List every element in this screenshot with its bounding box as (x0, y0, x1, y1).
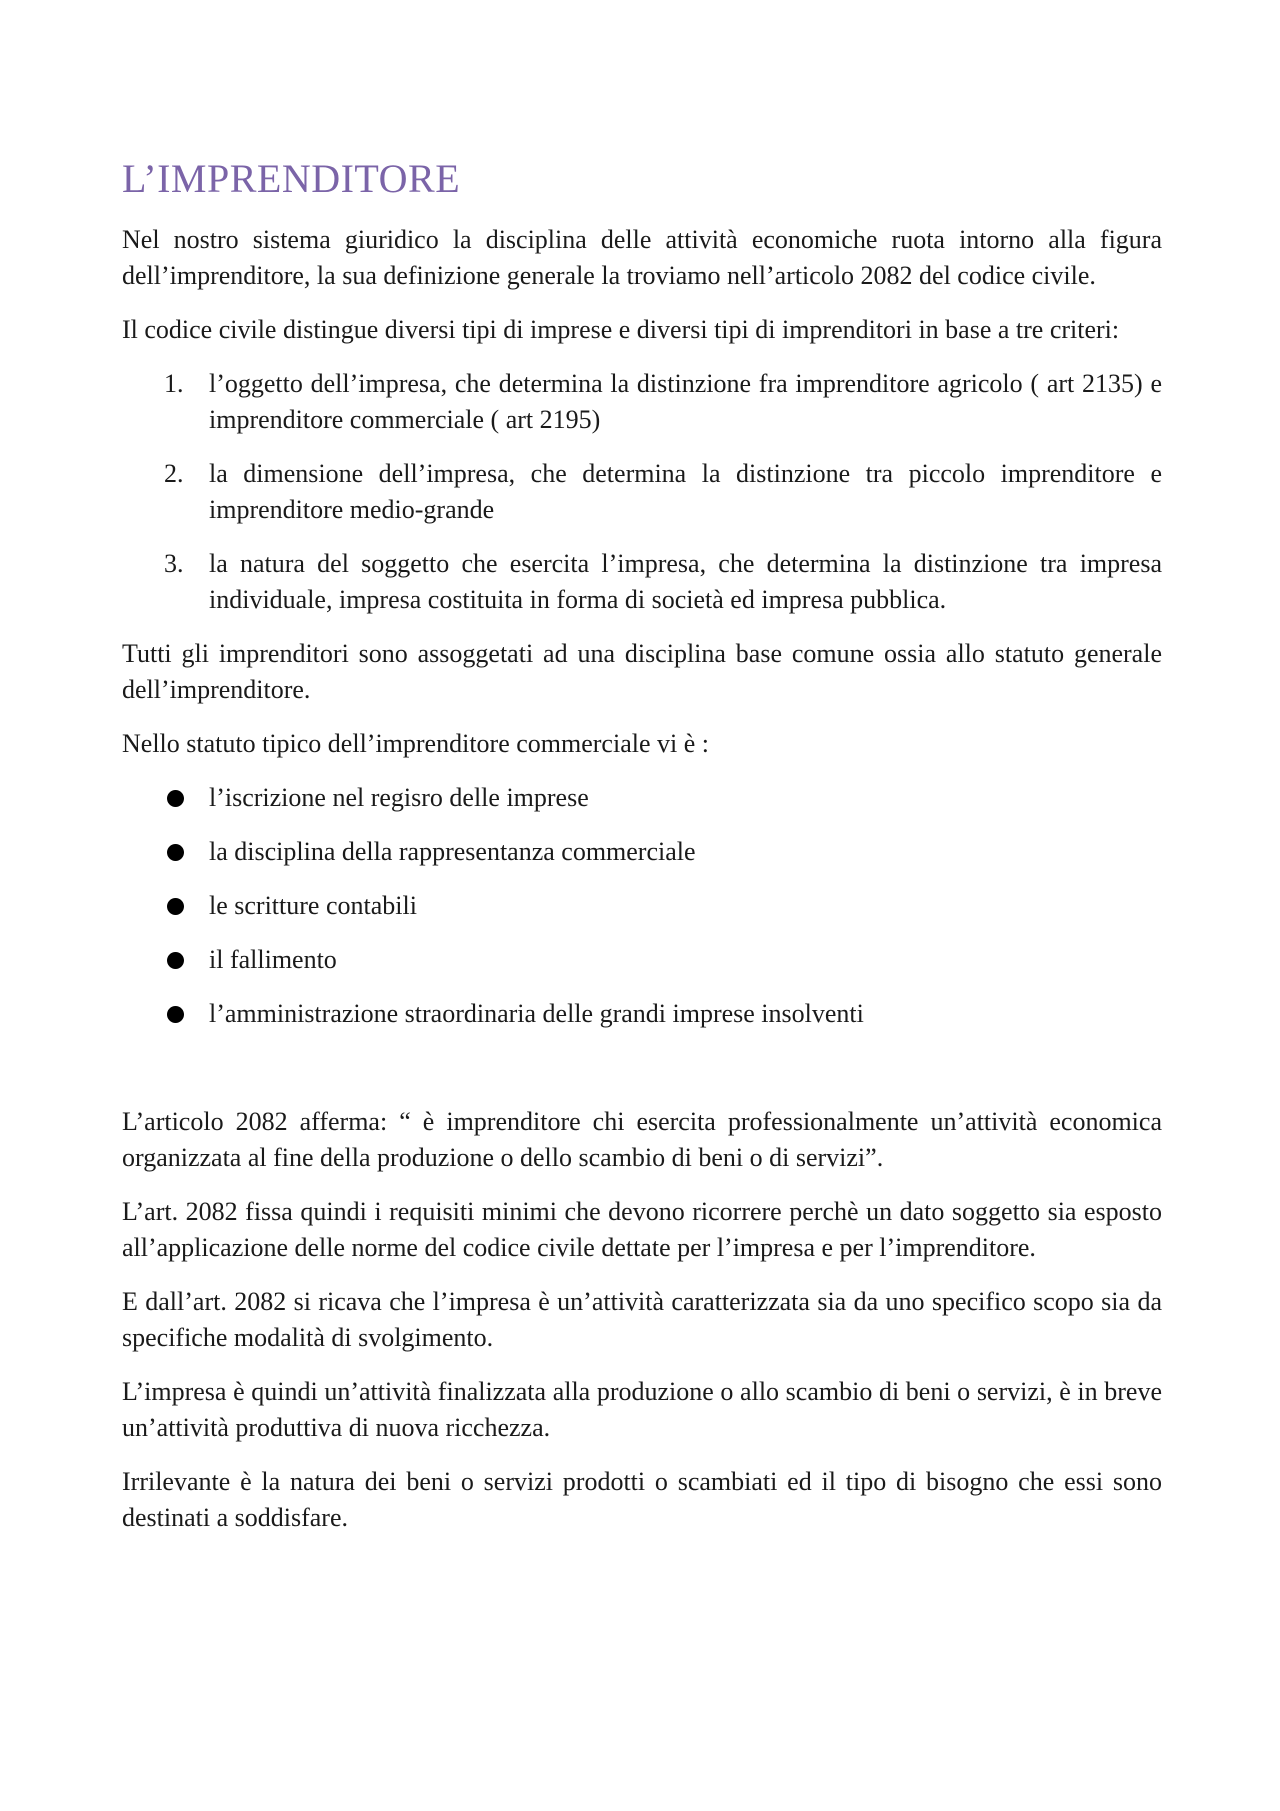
list-item-text: la dimensione dell’impresa, che determina la distinzione tra piccolo imprenditore e imprenditore medio-grande (209, 459, 1162, 524)
list-item-text: l’iscrizione nel regisro delle imprese (209, 783, 589, 812)
document-title: L’IMPRENDITORE (122, 156, 461, 201)
paragraph-intro-2: Il codice civile distingue diversi tipi di imprese e diversi tipi di imprenditori in base a tre criteri: (122, 315, 1120, 344)
list-item-text: l’oggetto dell’impresa, che determina la distinzione fra imprenditore agricolo ( art 2135) e imprenditore commerciale ( art 2195) (209, 369, 1162, 434)
bullet-icon (167, 790, 184, 807)
statute-item (122, 780, 1162, 816)
bullet-icon (167, 844, 184, 861)
statute-item (122, 888, 1162, 924)
statute-item (122, 996, 1162, 1032)
paragraph-middle-1: Tutti gli imprenditori sono assoggetati ad una disciplina base comune ossia allo statuto generale dell’imprenditore. (122, 639, 1162, 704)
list-number: 1. (164, 369, 184, 398)
list-item-text: la natura del soggetto che esercita l’impresa, che determina la distinzione tra impresa individuale, impresa costituita in forma di società ed impresa pubblica. (209, 549, 1162, 614)
statute-item (122, 834, 1162, 870)
criteria-list (122, 366, 1162, 618)
paragraph-end-4: L’impresa è quindi un’attività finalizzata alla produzione o allo scambio di beni o servizi, è in breve un’attività produttiva di nuova ricchezza. (122, 1377, 1162, 1442)
list-item-text: la disciplina della rappresentanza commerciale (209, 837, 696, 866)
paragraph-end-5: Irrilevante è la natura dei beni o servizi prodotti o scambiati ed il tipo di bisogno che essi sono destinati a soddisfare. (122, 1467, 1162, 1532)
list-item-text: il fallimento (209, 945, 337, 974)
paragraph-end-3: E dall’art. 2082 si ricava che l’impresa è un’attività caratterizzata sia da uno specifico scopo sia da specifiche modalità di svolgimento. (122, 1287, 1162, 1352)
list-item-text: l’amministrazione straordinaria delle grandi imprese insolventi (209, 999, 864, 1028)
criteria-item (122, 456, 1162, 528)
document-page (122, 150, 1162, 1554)
list-number: 3. (164, 549, 184, 578)
criteria-item (122, 366, 1162, 438)
bullet-icon (167, 952, 184, 969)
list-number: 2. (164, 459, 184, 488)
paragraph-end-1: L’articolo 2082 afferma: “ è imprenditore chi esercita professionalmente un’attività economica organizzata al fine della produzione o dello scambio di beni o di servizi”. (122, 1107, 1162, 1172)
list-item-text: le scritture contabili (209, 891, 417, 920)
bullet-icon (167, 898, 184, 915)
paragraph-intro-1: Nel nostro sistema giuridico la disciplina delle attività economiche ruota intorno alla figura dell’imprenditore, la sua definizione generale la troviamo nell’articolo 2082 del codice civile. (122, 225, 1162, 290)
statute-item (122, 942, 1162, 978)
section-spacer (122, 1050, 1162, 1104)
paragraph-middle-2: Nello statuto tipico dell’imprenditore commerciale vi è : (122, 729, 709, 758)
bullet-icon (167, 1006, 184, 1023)
paragraph-end-2: L’art. 2082 fissa quindi i requisiti minimi che devono ricorrere perchè un dato soggetto sia esposto all’applicazione delle norme del codice civile dettate per l’impresa e per l’imprenditore. (122, 1197, 1162, 1262)
statute-list (122, 780, 1162, 1032)
criteria-item (122, 546, 1162, 618)
